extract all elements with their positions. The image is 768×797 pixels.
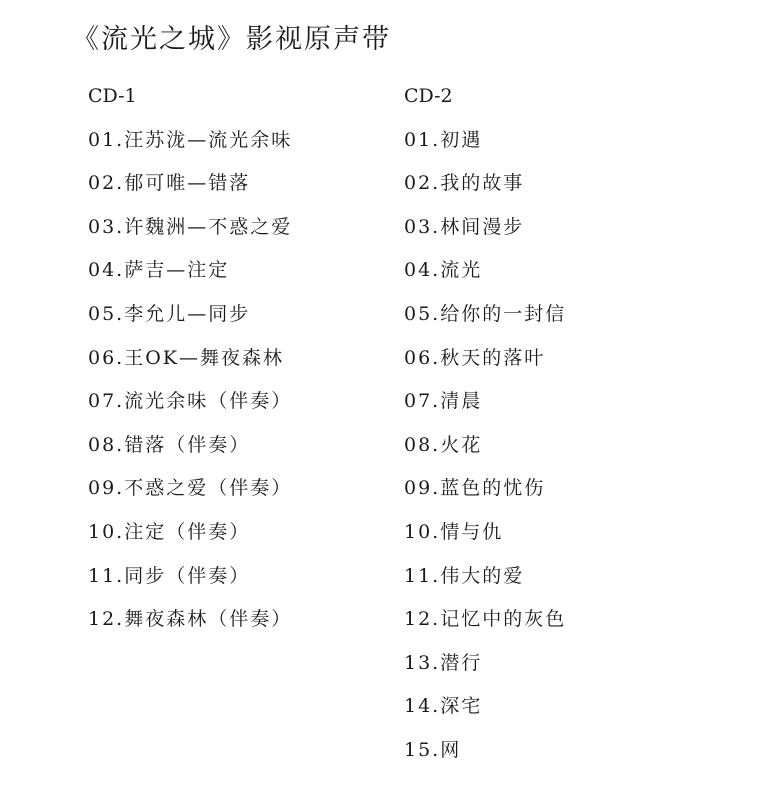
track-item: 01.汪苏泷—流光余味 — [88, 128, 293, 151]
track-item: 08.火花 — [404, 433, 483, 456]
track-item: 04.流光 — [404, 259, 483, 282]
cd-2-column — [404, 84, 566, 782]
track-item: 07.流光余味（伴奏） — [88, 390, 293, 413]
track-item: 11.同步（伴奏） — [88, 564, 251, 587]
track-item: 02.我的故事 — [404, 172, 525, 195]
track-item: 03.许魏洲—不惑之爱 — [88, 215, 293, 238]
track-item: 10.注定（伴奏） — [88, 520, 251, 543]
track-item: 06.王OK—舞夜森林 — [88, 346, 284, 369]
track-item: 08.错落（伴奏） — [88, 433, 251, 456]
track-item: 13.潜行 — [404, 651, 483, 674]
cd-1-label: CD-1 — [88, 85, 137, 107]
track-item: 14.深宅 — [404, 695, 483, 718]
track-item: 07.清晨 — [404, 390, 483, 413]
track-item: 10.情与仇 — [404, 520, 504, 543]
track-item: 12.舞夜森林（伴奏） — [88, 608, 293, 631]
cd-1-track-list — [88, 128, 292, 632]
cd-2-label: CD-2 — [404, 85, 453, 107]
track-item: 01.初遇 — [404, 128, 483, 151]
track-item: 02.郁可唯—错落 — [88, 172, 251, 195]
track-item: 06.秋天的落叶 — [404, 346, 546, 369]
track-item: 05.给你的一封信 — [404, 302, 567, 325]
track-item: 05.李允儿—同步 — [88, 302, 251, 325]
page-title: 《流光之城》影视原声带 — [72, 24, 391, 55]
cd-2-track-list — [404, 128, 566, 762]
track-item: 04.萨吉—注定 — [88, 259, 230, 282]
track-item: 09.蓝色的忧伤 — [404, 477, 546, 500]
track-item: 03.林间漫步 — [404, 215, 525, 238]
cd-1-column — [88, 84, 292, 651]
track-item: 09.不惑之爱（伴奏） — [88, 477, 293, 500]
track-item: 15.网 — [404, 738, 462, 761]
track-item: 12.记忆中的灰色 — [404, 608, 567, 631]
track-item: 11.伟大的爱 — [404, 564, 525, 587]
